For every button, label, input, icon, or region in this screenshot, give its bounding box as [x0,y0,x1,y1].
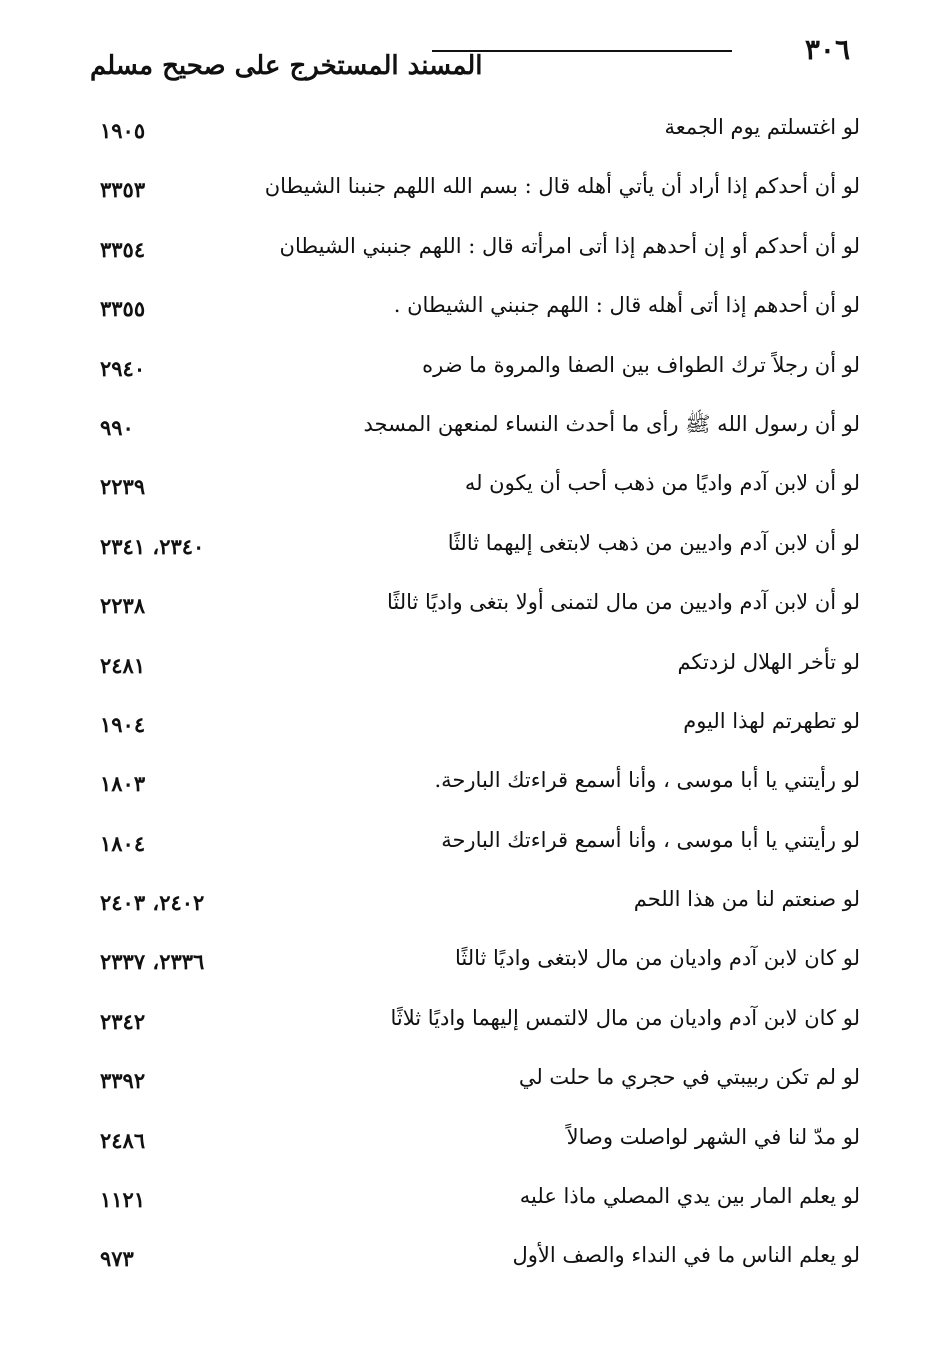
entry-reference: ٣٣٥٥ [100,296,146,322]
entry-reference: ١١٢١ [100,1187,146,1213]
running-title: المسند المستخرج على صحيح مسلم [90,51,483,81]
entry-reference: ٢٣٤٠، ٢٣٤١ [100,533,205,559]
index-entry [90,397,860,456]
entry-text: لو أن أحدهم إذا أتى أهله قال : اللهم جنبني الشيطان . [393,293,860,318]
entry-reference: ١٨٠٣ [100,771,146,797]
index-entry [90,991,860,1050]
entry-reference: ٣٣٥٣ [100,177,146,203]
entry-text: لو أن لابن آدم واديين من مال لتمنى أولا بتغى واديًا ثالثًا [387,590,860,615]
index-entry [90,635,860,694]
index-entry [90,456,860,515]
entry-text: لو رأيتني يا أبا موسى ، وأنا أسمع قراءتك البارحة. [434,768,860,793]
index-entry [90,813,860,872]
entry-text: لو رأيتني يا أبا موسى ، وأنا أسمع قراءتك البارحة [441,827,860,852]
entry-text: لو أن لابن آدم واديين من ذهب لابتغى إليهما ثالثًا [447,530,860,555]
entry-reference: ١٩٠٥ [100,118,146,143]
entry-text: لو صنعتم لنا من هذا اللحم [633,887,860,912]
entry-reference: ٢٩٤٠ [100,355,146,381]
index-entries [90,100,860,1288]
entry-text: لو أن أحدكم أو إن أحدهم إذا أتى امرأته قال : اللهم جنبني الشيطان [279,233,860,258]
entry-text: لو لم تكن ربيبتي في حجري ما حلت لي [518,1065,860,1090]
index-entry [90,872,860,931]
entry-reference: ٢٤٨١ [100,652,146,678]
index-entry [90,575,860,634]
entry-reference: ٢٤٠٢، ٢٤٠٣ [100,890,205,916]
entry-reference: ٣٣٥٤ [100,236,146,262]
index-entry [90,931,860,990]
entry-text: لو تأخر الهلال لزدتكم [677,649,860,674]
entry-reference: ١٩٠٤ [100,711,146,737]
entry-reference: ٢٣٤٢ [100,1008,146,1034]
index-entry [90,1228,860,1287]
index-entry [90,694,860,753]
page-header [90,30,850,90]
entry-text: لو أن أحدكم إذا أراد أن يأتي أهله قال : بسم الله اللهم جنبنا الشيطان [264,174,860,199]
entry-reference: ٢٢٣٨ [100,593,146,619]
entry-text: لو اغتسلتم يوم الجمعة [664,115,860,139]
entry-text: لو مدّ لنا في الشهر لواصلت وصالاً [566,1124,860,1149]
index-entry [90,1169,860,1228]
index-entry [90,1050,860,1109]
entry-text: لو أن رجلاً ترك الطواف بين الصفا والمروة ما ضره [422,352,860,377]
entry-reference: ٩٧٣ [100,1246,134,1272]
entry-reference: ٢٣٣٦، ٢٣٣٧ [100,949,205,975]
page-number: ٣٠٦ [804,33,850,66]
entry-reference: ٢٢٣٩ [100,474,146,500]
entry-text: لو كان لابن آدم واديان من مال لابتغى واديًا ثالثًا [454,946,860,971]
entry-text: لو كان لابن آدم واديان من مال لالتمس إليهما واديًا ثلاثًا [390,1005,860,1030]
entry-text: لو يعلم الناس ما في النداء والصف الأول [512,1243,860,1268]
index-entry [90,159,860,218]
index-entry [90,338,860,397]
entry-reference: ٣٣٩٢ [100,1068,146,1094]
entry-reference: ١٨٠٤ [100,830,146,856]
entry-reference: ٩٩٠ [100,414,134,440]
index-entry [90,219,860,278]
index-entry [90,753,860,812]
index-entry [90,100,860,159]
index-entry [90,278,860,337]
entry-text: لو أن رسول الله ﷺ رأى ما أحدث النساء لمنعهن المسجد [363,411,860,436]
entry-text: لو تطهرتم لهذا اليوم [683,708,860,733]
entry-reference: ٢٤٨٦ [100,1127,146,1153]
index-entry [90,1110,860,1169]
index-entry [90,516,860,575]
entry-text: لو أن لابن آدم واديًا من ذهب أحب أن يكون له [464,471,860,496]
entry-text: لو يعلم المار بين يدي المصلي ماذا عليه [519,1184,860,1209]
